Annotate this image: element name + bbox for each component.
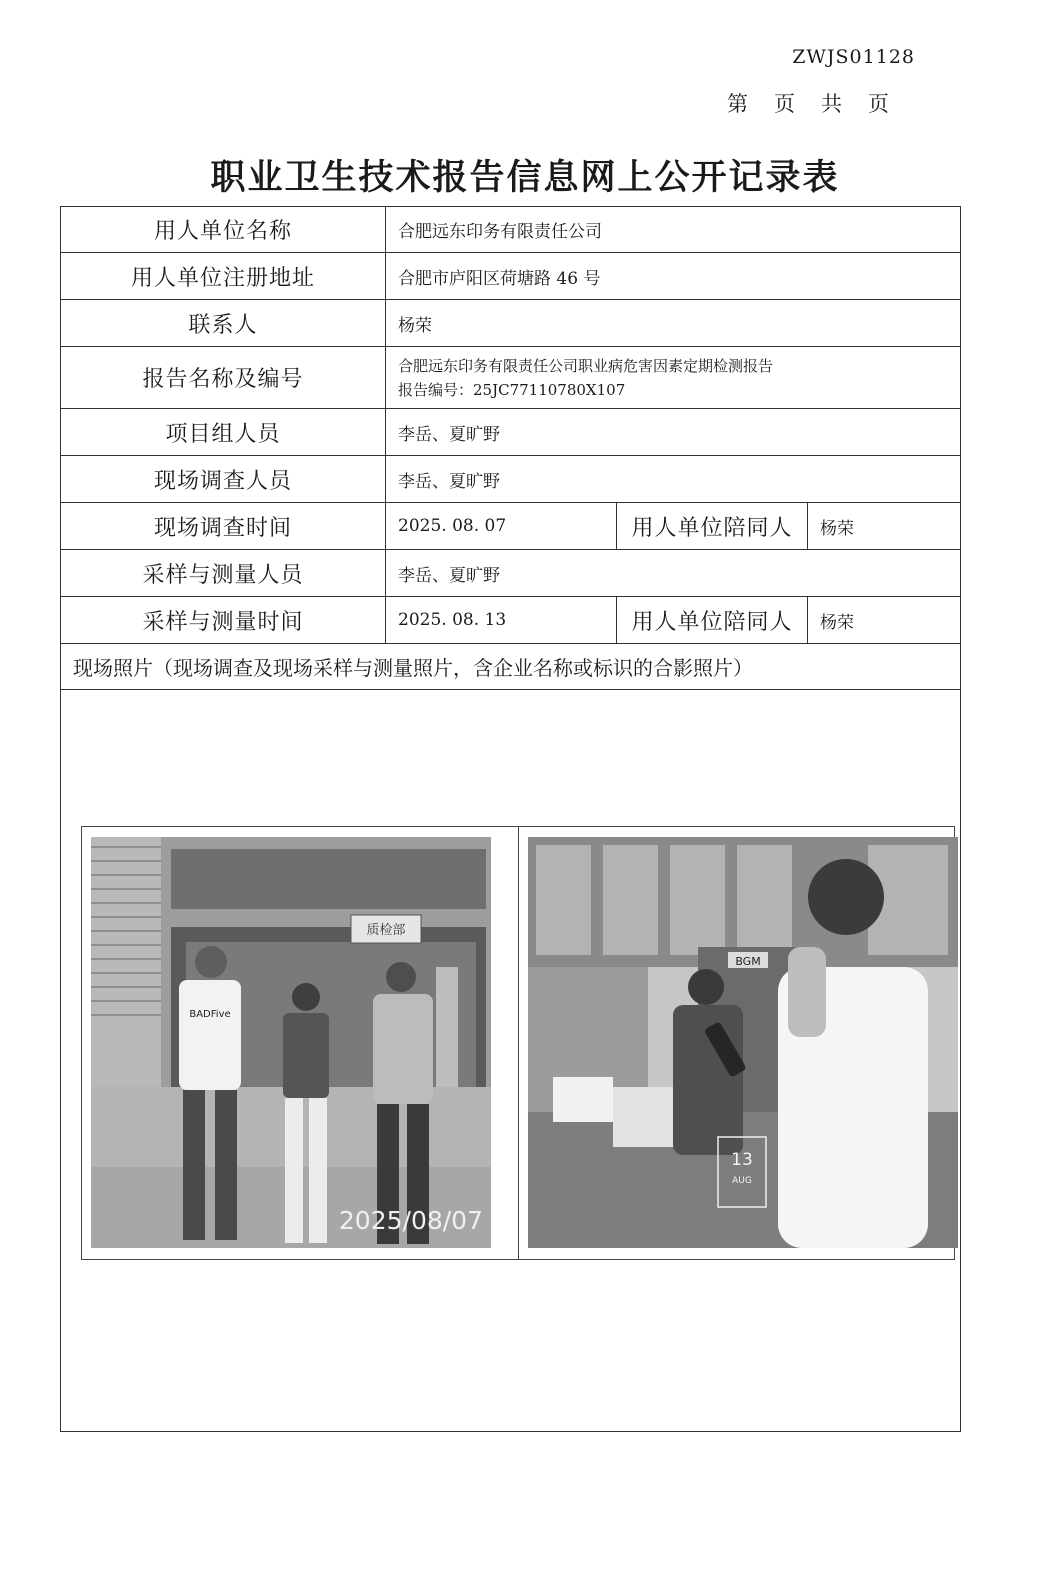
shirt-text: BADFive: [189, 1009, 231, 1020]
stamp-month: AUG: [731, 1176, 752, 1186]
sampling-companion-label: 用人单位陪同人: [617, 597, 808, 644]
sampling-photo-image: [528, 837, 958, 1248]
survey-time-value: 2025. 08. 07: [386, 503, 617, 550]
address-value: 合肥市庐阳区荷塘路 46 号: [386, 253, 961, 300]
door-sign-text: 质检部: [366, 923, 406, 938]
survey-companion-value: 杨荣: [808, 503, 961, 550]
employer-name-value: 合肥远东印务有限责任公司: [386, 207, 961, 253]
team-label: 项目组人员: [61, 409, 386, 456]
photo-sampling: [519, 827, 955, 1259]
team-value: 李岳、夏旷野: [386, 409, 961, 456]
report-label: 报告名称及编号: [61, 347, 386, 409]
row-employer-name: [61, 207, 961, 253]
sampling-time-label: 采样与测量时间: [61, 597, 386, 644]
row-sampling-staff: [61, 550, 961, 597]
survey-time-label: 现场调查时间: [61, 503, 386, 550]
sampling-staff-label: 采样与测量人员: [61, 550, 386, 597]
sampling-companion-value: 杨荣: [808, 597, 961, 644]
address-label: 用人单位注册地址: [61, 253, 386, 300]
page-info: 第页共页: [727, 92, 915, 116]
contact-label: 联系人: [61, 300, 386, 347]
machine-label: BGM: [734, 955, 761, 968]
row-address: [61, 253, 961, 300]
report-value: [386, 347, 961, 409]
report-name: 合肥远东印务有限责任公司职业病危害因素定期检测报告: [398, 356, 774, 375]
doc-code: ZWJS01128: [792, 46, 915, 68]
photo-timestamp: 2025/08/07: [338, 1206, 483, 1235]
row-team: [61, 409, 961, 456]
sampling-staff-value: 李岳、夏旷野: [386, 550, 961, 597]
photo-heading: 现场照片（现场调查及现场采样与测量照片，含企业名称或标识的合影照片）: [61, 644, 961, 690]
report-number: 报告编号：25JC77110780X107: [398, 380, 626, 399]
stamp-day: 13: [730, 1150, 753, 1170]
survey-staff-label: 现场调查人员: [61, 456, 386, 503]
survey-staff-value: 李岳、夏旷野: [386, 456, 961, 503]
sampling-time-value: 2025. 08. 13: [386, 597, 617, 644]
page-title: 职业卫生技术报告信息网上公开记录表: [210, 158, 840, 198]
group-photo-image: [91, 837, 491, 1248]
photo-strip: [81, 826, 955, 1260]
survey-companion-label: 用人单位陪同人: [617, 503, 808, 550]
row-survey-staff: [61, 456, 961, 503]
row-contact: [61, 300, 961, 347]
row-survey-time: [61, 503, 961, 550]
contact-value: 杨荣: [386, 300, 961, 347]
row-report: [61, 347, 961, 409]
employer-name-label: 用人单位名称: [61, 207, 386, 253]
row-photo-heading: [61, 644, 961, 690]
row-sampling-time: [61, 597, 961, 644]
photo-group: [82, 827, 519, 1259]
